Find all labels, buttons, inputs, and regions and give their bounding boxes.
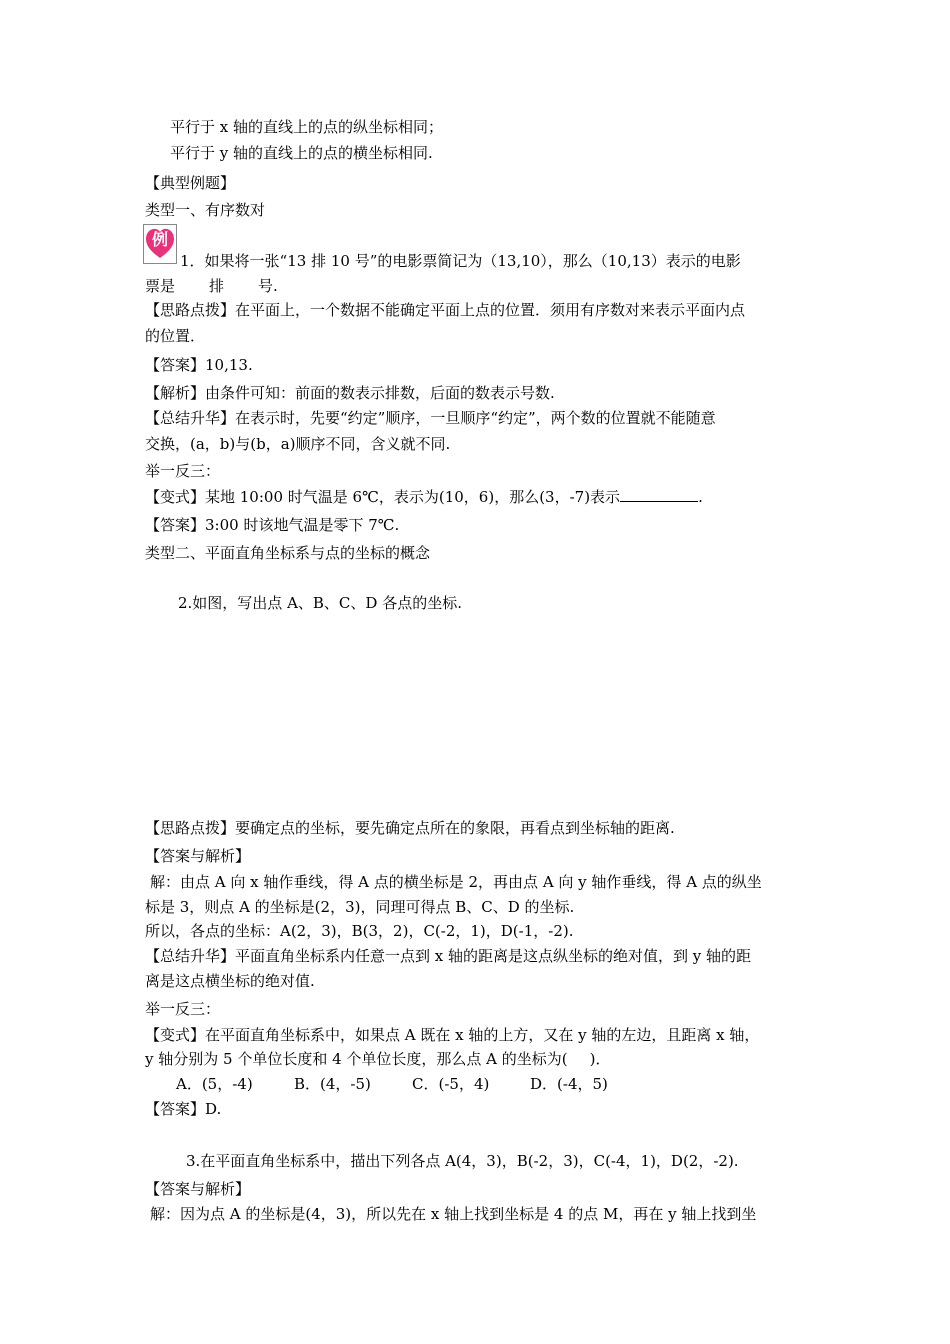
answer-heading: 【答案与解析】 (145, 1180, 251, 1198)
hint-line: 的位置． (145, 327, 206, 345)
option-b: B．(4，-5) (294, 1075, 371, 1093)
solution-line: 解：由点 A 向 x 轴作垂线，得 A 点的横坐标是 2，再由点 A 向 y 轴作垂线，得 A 点的纵坐 (150, 873, 762, 891)
hint-line: 【思路点拨】在平面上，一个数据不能确定平面上点的位置．须用有序数对来表示平面内点 (145, 301, 746, 319)
text-span: . (698, 488, 703, 506)
example-3-question: 3.在平面直角坐标系中，描出下列各点 A(4，3)，B(-2，3)，C(-4，1)，D(2，-2). (186, 1152, 739, 1170)
solution-line: 所以，各点的坐标：A(2，3)，B(3，2)，C(-2，1)，D(-1，-2). (145, 922, 574, 940)
type-heading: 类型一、有序数对 (145, 201, 266, 219)
solution-line: 解：因为点 A 的坐标是(4，3)，所以先在 x 轴上找到坐标是 4 的点 M，再在 y 轴上找到坐 (150, 1205, 757, 1223)
answer-heading: 【答案与解析】 (145, 847, 251, 865)
answer-blank (620, 487, 698, 502)
text-span: 票是 (145, 277, 176, 295)
answer-line: 【答案】3:00 时该地气温是零下 7℃. (145, 516, 400, 534)
type-heading: 类型二、平面直角坐标系与点的坐标的概念 (145, 544, 431, 562)
example-badge-icon (143, 224, 177, 264)
answer-line: 【答案】10,13. (145, 356, 253, 374)
text-span: 【变式】某地 10:00 时气温是 6℃，表示为(10，6)，那么(3，-7)表示 (145, 488, 621, 506)
summary-line: 离是这点横坐标的绝对值. (145, 972, 315, 990)
variant-line (145, 1049, 610, 1069)
option-a: A．(5，-4) (176, 1075, 253, 1093)
section-heading: 【典型例题】 (145, 174, 236, 192)
solution-line: 标是 3，则点 A 的坐标是(2，3)，同理可得点 B、C、D 的坐标. (145, 898, 575, 916)
text-span: )． (589, 1050, 611, 1068)
example-1-question-cont (145, 276, 278, 296)
example-1-question: 1．如果将一张“13 排 10 号”的电影票简记为（13,10），那么（10,13）表示的电影 (180, 252, 741, 270)
summary-line: 交换，(a，b)与(b，a)顺序不同，含义就不同. (145, 435, 451, 453)
example-2-question: 2.如图，写出点 A、B、C、D 各点的坐标. (178, 594, 462, 612)
variant-line (145, 487, 703, 507)
text-span: 排 (209, 277, 225, 295)
option-d: D．(-4，5) (530, 1075, 608, 1093)
text-span: 号. (258, 277, 278, 295)
summary-line: 【总结升华】平面直角坐标系内任意一点到 x 轴的距离是这点纵坐标的绝对值，到 y 轴的距 (145, 947, 752, 965)
variant-line: 【变式】在平面直角坐标系中，如果点 A 既在 x 轴的上方，又在 y 轴的左边，且距离 x 轴， (145, 1026, 760, 1044)
text-span: y 轴分别为 5 个单位长度和 4 个单位长度，那么点 A 的坐标为( (145, 1050, 568, 1068)
text-line: 平行于 y 轴的直线上的点的横坐标相同. (170, 144, 433, 162)
practice-heading: 举一反三： (145, 462, 221, 480)
practice-heading: 举一反三： (145, 1000, 221, 1018)
svg-text:例: 例 (151, 230, 169, 249)
option-c: C．(-5，4) (412, 1075, 490, 1093)
options-row (176, 1074, 608, 1094)
analysis-line: 【解析】由条件可知：前面的数表示排数，后面的数表示号数. (145, 384, 555, 402)
summary-line: 【总结升华】在表示时，先要“约定”顺序，一旦顺序“约定”，两个数的位置就不能随意 (145, 409, 716, 427)
answer-line: 【答案】D. (145, 1100, 222, 1118)
text-line: 平行于 x 轴的直线上的点的纵坐标相同； (170, 118, 443, 136)
hint-line: 【思路点拨】要确定点的坐标，要先确定点所在的象限，再看点到坐标轴的距离. (145, 819, 675, 837)
